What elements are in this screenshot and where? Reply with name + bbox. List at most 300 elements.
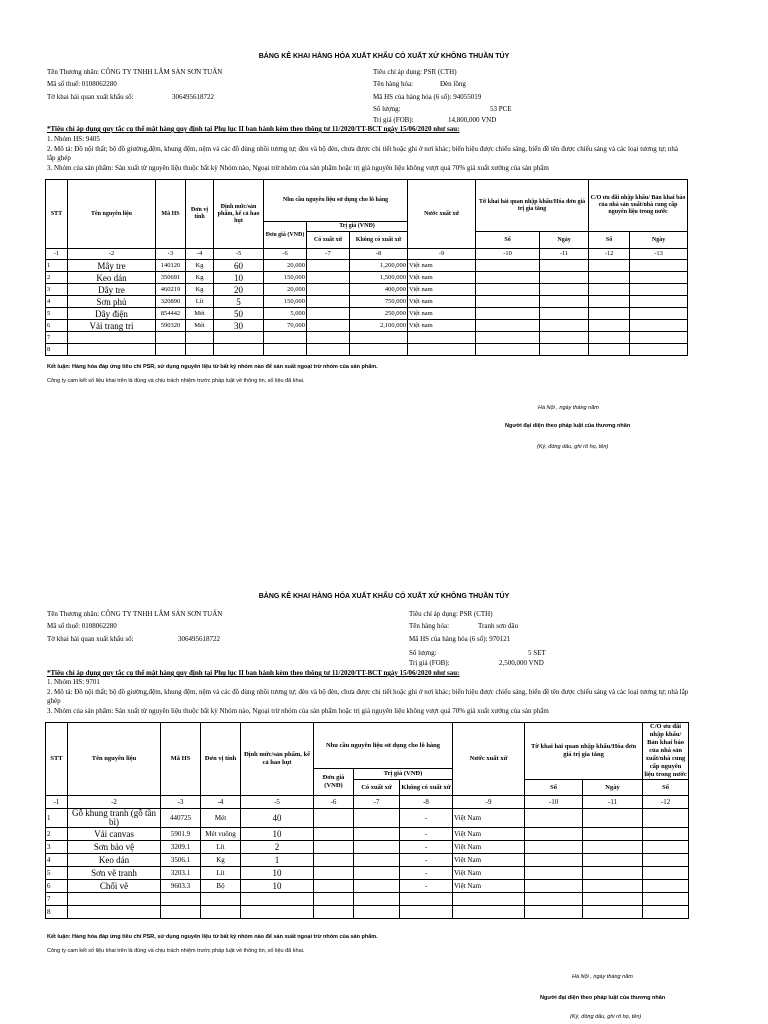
index-cell: -11: [540, 249, 589, 260]
cell-empty: [525, 841, 583, 854]
cell-country: [408, 332, 476, 344]
cell-stt: 5: [46, 867, 68, 880]
doc2-conclusion: Kết luận: Hàng hóa đáp ứng tiêu chí PSR, sử dụng nguyên liệu từ bất kỳ nhóm nào để sản xuất ngoại trừ nhóm của sản phẩm.: [47, 934, 378, 940]
header-co: C/O ưu đãi nhập khẩu/ Bản khai báo của nhà sản xuất/nhà cung cấp nguyên liệu trong nước: [589, 180, 688, 232]
cell-unit-price: [264, 344, 307, 356]
cell-country: Việt Nam: [453, 867, 525, 880]
index-cell: -2: [68, 249, 156, 260]
doc1-fob-label: Trị giá (FOB):: [373, 116, 414, 124]
cell-empty: [589, 296, 630, 308]
cell-empty: [630, 284, 688, 296]
cell-unit-price: 70,000: [264, 320, 307, 332]
doc2-signer: Người đại diện theo pháp luật của thương nhân: [540, 995, 666, 1001]
cell-material-name: Mây tre: [68, 260, 156, 272]
header-co-date: Ngày: [630, 232, 688, 249]
table-row: [46, 906, 689, 919]
cell-country: Việt Nam: [453, 841, 525, 854]
cell-stt: 7: [46, 332, 68, 344]
doc1-conclusion: Kết luận: Hàng hóa đáp ứng tiêu chí PSR, sử dụng nguyên liệu từ bất kỳ nhóm nào để sản xuất ngoại trừ nhóm của sản phẩm.: [47, 364, 378, 370]
cell-stt: 1: [46, 809, 68, 828]
table-row: [46, 854, 689, 867]
cell-stt: 2: [46, 828, 68, 841]
cell-hs: 320890: [156, 296, 186, 308]
cell-with-origin: [307, 272, 350, 284]
index-row: [46, 249, 688, 260]
index-cell: -8: [350, 249, 408, 260]
cell-empty: [540, 296, 589, 308]
cell-without-origin: [400, 906, 453, 919]
index-cell: -11: [583, 796, 643, 809]
doc1-goods-label: Tên hàng hóa:: [373, 80, 414, 88]
cell-unit: Kg: [201, 854, 241, 867]
cell-unit-price: [264, 332, 307, 344]
doc2-goods-hs: Mã HS của hàng hóa (6 số): 970121: [409, 635, 511, 643]
cell-material-name: [68, 344, 156, 356]
doc1-criterion: Tiêu chí áp dụng: PSR (CTH): [373, 68, 457, 76]
header-unit-price: Đơn giá (VNĐ): [314, 769, 354, 796]
cell-norm: 2: [241, 841, 314, 854]
cell-norm: [241, 906, 314, 919]
table-row: [46, 272, 688, 284]
header-norm: Định mức/sản phẩm, kể cả hao hụt: [214, 180, 264, 249]
doc1-note-group: 3. Nhóm của sản phẩm: Sản xuất từ nguyên liệu thuộc bất kỳ Nhóm nào, Ngoại trừ nhóm của sản phẩm hoặc trị giá nguyên liệu không vượt quá 70% giá xuất xưởng của sản phẩm: [47, 164, 549, 172]
cell-country: Việt nam: [408, 296, 476, 308]
index-cell: -10: [525, 796, 583, 809]
index-cell: -7: [354, 796, 400, 809]
cell-norm: 50: [214, 308, 264, 320]
doc2-merchant: Tên Thương nhân: CÔNG TY TNHH LÂM SẢN SƠN TUẤN: [47, 610, 223, 618]
header-material: Tên nguyên liệu: [68, 180, 156, 249]
cell-without-origin: -: [400, 809, 453, 828]
cell-norm: 10: [214, 272, 264, 284]
cell-with-origin: [354, 828, 400, 841]
header-country: Nước xuất xứ: [453, 723, 525, 796]
index-cell: -1: [46, 796, 68, 809]
cell-empty: [589, 332, 630, 344]
cell-unit: Kg: [186, 272, 214, 284]
doc2-declaration-no: 306495618722: [178, 635, 220, 643]
table-row: [46, 867, 689, 880]
index-cell: -9: [408, 249, 476, 260]
doc1-goods-hs: Mã HS của hàng hóa (6 số): 94055019: [373, 93, 482, 101]
cell-empty: [589, 260, 630, 272]
cell-hs: [156, 332, 186, 344]
cell-norm: 10: [241, 828, 314, 841]
cell-empty: [583, 854, 643, 867]
cell-empty: [525, 854, 583, 867]
cell-with-origin: [354, 906, 400, 919]
cell-material-name: Keo dán: [68, 272, 156, 284]
cell-hs: 9603.3: [161, 880, 201, 893]
cell-norm: [241, 893, 314, 906]
index-cell: -4: [201, 796, 241, 809]
header-unit: Đơn vị tính: [201, 723, 241, 796]
doc2-qty-label: Số lượng:: [409, 649, 437, 657]
cell-hs: 140120: [156, 260, 186, 272]
header-hs: Mã HS: [156, 180, 186, 249]
cell-unit-price: [314, 841, 354, 854]
cell-unit: Mét: [186, 308, 214, 320]
cell-country: Việt Nam: [453, 828, 525, 841]
cell-empty: [583, 841, 643, 854]
cell-unit: Mét vuông: [201, 828, 241, 841]
doc2-title: BẢNG KÊ KHAI HÀNG HÓA XUẤT KHẨU CÓ XUẤT XỨ KHÔNG THUẦN TÚY: [258, 593, 510, 600]
cell-unit: Kg: [186, 260, 214, 272]
cell-hs: 590320: [156, 320, 186, 332]
cell-empty: [525, 906, 583, 919]
header-without-origin: Không có xuất xứ: [400, 780, 453, 796]
cell-hs: 5901.9: [161, 828, 201, 841]
cell-country: [408, 344, 476, 356]
header-material: Tên nguyên liệu: [68, 723, 161, 796]
table-row: [46, 260, 688, 272]
doc2-note-heading: *Tiêu chí áp dụng quy tắc cụ thể mặt hàng quy định tại Phụ lục II ban hành kèm theo thông tư 11/2020/TT-BCT ngày 15/06/2020 như sau:: [47, 669, 460, 677]
cell-empty: [476, 344, 540, 356]
cell-empty: [583, 906, 643, 919]
cell-stt: 5: [46, 308, 68, 320]
cell-empty: [540, 272, 589, 284]
cell-with-origin: [307, 344, 350, 356]
doc1-qty-value: 53 PCE: [490, 105, 512, 113]
cell-hs: [161, 893, 201, 906]
cell-with-origin: [307, 308, 350, 320]
cell-empty: [525, 809, 583, 828]
table-row: [46, 828, 689, 841]
cell-empty: [540, 332, 589, 344]
index-cell: -10: [476, 249, 540, 260]
cell-empty: [630, 332, 688, 344]
cell-empty: [476, 308, 540, 320]
cell-empty: [540, 344, 589, 356]
cell-stt: 6: [46, 320, 68, 332]
header-stt: STT: [46, 723, 68, 796]
cell-unit-price: [314, 880, 354, 893]
cell-empty: [476, 272, 540, 284]
index-cell: -12: [643, 796, 689, 809]
header-norm: Định mức/sản phẩm, kể cả hao hụt: [241, 723, 314, 796]
doc2-place-date: Hà Nội , ngày tháng năm: [572, 974, 633, 980]
cell-empty: [643, 893, 689, 906]
cell-empty: [630, 308, 688, 320]
header-decl-no: Số: [476, 232, 540, 249]
cell-material-name: Sơn phủ: [68, 296, 156, 308]
cell-unit-price: [314, 809, 354, 828]
doc1-materials-table: [45, 179, 688, 356]
cell-material-name: Dây tre: [68, 284, 156, 296]
cell-empty: [540, 260, 589, 272]
cell-material-name: Dây điện: [68, 308, 156, 320]
cell-empty: [583, 880, 643, 893]
cell-stt: 1: [46, 260, 68, 272]
cell-material-name: [68, 893, 161, 906]
cell-material-name: Sơn bảo vệ: [68, 841, 161, 854]
cell-stt: 6: [46, 880, 68, 893]
cell-empty: [540, 284, 589, 296]
table-row: [46, 344, 688, 356]
cell-with-origin: [354, 841, 400, 854]
table-row: [46, 284, 688, 296]
cell-hs: 3203.1: [161, 867, 201, 880]
header-decl-date: Ngày: [583, 780, 643, 796]
doc2-note-hs: 1. Nhóm HS: 9701: [47, 678, 100, 686]
cell-without-origin: -: [400, 867, 453, 880]
cell-unit: [186, 332, 214, 344]
cell-unit-price: 20,000: [264, 284, 307, 296]
header-hs: Mã HS: [161, 723, 201, 796]
doc1-fob-value: 14,800,000 VND: [448, 116, 497, 124]
table-row: [46, 841, 689, 854]
cell-without-origin: 400,000: [350, 284, 408, 296]
cell-unit: Lít: [186, 296, 214, 308]
cell-norm: [214, 332, 264, 344]
cell-with-origin: [354, 880, 400, 893]
header-without-origin: Không có xuất xứ: [350, 232, 408, 249]
doc1-commitment: Công ty cam kết số liệu khai trên là đúng và chịu trách nhiệm trước pháp luật về thông tin, số liệu đã khai.: [47, 378, 305, 384]
cell-empty: [476, 332, 540, 344]
cell-empty: [643, 867, 689, 880]
cell-unit: Mét: [201, 809, 241, 828]
doc1-title: BẢNG KÊ KHAI HÀNG HÓA XUẤT KHẨU CÓ XUẤT XỨ KHÔNG THUẦN TÚY: [258, 53, 510, 60]
cell-with-origin: [307, 332, 350, 344]
cell-empty: [583, 809, 643, 828]
cell-empty: [630, 296, 688, 308]
cell-without-origin: 250,000: [350, 308, 408, 320]
cell-norm: 10: [241, 880, 314, 893]
doc1-note-heading: *Tiêu chí áp dụng quy tắc cụ thể mặt hàng quy định tại Phụ lục II ban hành kèm theo thông tư 11/2020/TT-BCT ngày 15/06/2020 như sau:: [47, 125, 460, 133]
index-cell: -12: [589, 249, 630, 260]
header-value: Trị giá (VNĐ): [354, 769, 453, 780]
doc1-note-description: 2. Mô tả: Đồ nội thất; bộ đồ giường,đệm, khung đệm, nệm và các đồ dùng nhồi tương tự; đèn và bộ đèn, chưa được chi tiết hoặc ghi ở nơi khác; biển hiệu được chiếu sáng, biển đề tên được chiếu sáng và các loại tương tự; nhà lắp ghép: [47, 145, 678, 162]
doc1-qty-label: Số lượng:: [373, 105, 401, 113]
cell-empty: [525, 828, 583, 841]
cell-material-name: Chổi vẽ: [68, 880, 161, 893]
cell-norm: 60: [214, 260, 264, 272]
cell-material-name: Sơn vẽ tranh: [68, 867, 161, 880]
cell-without-origin: -: [400, 841, 453, 854]
doc2-note-group: 3. Nhóm của sản phẩm: Sản xuất từ nguyên liệu thuộc bất kỳ Nhóm nào, Ngoại trừ nhóm của sản phẩm hoặc trị giá nguyên liệu không vượt quá 70% giá xuất xưởng của sản phẩm: [47, 707, 549, 715]
cell-hs: 854442: [156, 308, 186, 320]
cell-with-origin: [307, 260, 350, 272]
cell-empty: [643, 906, 689, 919]
cell-unit: [201, 906, 241, 919]
cell-empty: [630, 320, 688, 332]
doc2-criterion: Tiêu chí áp dụng: PSR (CTH): [409, 610, 493, 618]
cell-empty: [630, 344, 688, 356]
cell-norm: 10: [241, 867, 314, 880]
cell-empty: [540, 308, 589, 320]
header-unit-price: Đơn giá (VNĐ): [264, 222, 307, 249]
doc2-material-rows: [46, 809, 689, 919]
header-demand: Nhu cầu nguyên liệu sử dụng cho lô hàng: [264, 180, 408, 222]
cell-without-origin: 1,200,000: [350, 260, 408, 272]
cell-norm: 1: [241, 854, 314, 867]
cell-norm: [214, 344, 264, 356]
cell-without-origin: [350, 344, 408, 356]
cell-empty: [630, 260, 688, 272]
cell-country: Việt nam: [408, 284, 476, 296]
cell-empty: [630, 272, 688, 284]
cell-empty: [540, 320, 589, 332]
cell-hs: 350691: [156, 272, 186, 284]
cell-with-origin: [354, 854, 400, 867]
table-row: [46, 320, 688, 332]
header-with-origin: Có xuất xứ: [354, 780, 400, 796]
cell-material-name: Vải canvas: [68, 828, 161, 841]
cell-stt: 2: [46, 272, 68, 284]
cell-empty: [589, 344, 630, 356]
cell-empty: [589, 308, 630, 320]
cell-with-origin: [307, 320, 350, 332]
header-co-no: Số: [643, 780, 689, 796]
cell-empty: [643, 854, 689, 867]
table-row: [46, 809, 689, 828]
cell-norm: 30: [214, 320, 264, 332]
cell-country: Việt Nam: [453, 880, 525, 893]
cell-unit: Lít: [201, 841, 241, 854]
cell-stt: 8: [46, 344, 68, 356]
cell-material-name: Vải trang trí: [68, 320, 156, 332]
cell-unit: Kg: [186, 284, 214, 296]
cell-unit-price: [314, 893, 354, 906]
header-decl-date: Ngày: [540, 232, 589, 249]
doc1-declaration-label: Tờ khai hải quan xuất khẩu số:: [47, 93, 134, 101]
cell-empty: [525, 867, 583, 880]
cell-empty: [643, 828, 689, 841]
cell-empty: [476, 260, 540, 272]
cell-without-origin: 2,100,000: [350, 320, 408, 332]
cell-unit-price: [314, 867, 354, 880]
cell-stt: 4: [46, 854, 68, 867]
doc1-signer: Người đại diện theo pháp luật của thương nhân: [505, 423, 631, 429]
cell-empty: [643, 809, 689, 828]
cell-empty: [476, 320, 540, 332]
cell-empty: [525, 893, 583, 906]
index-cell: -8: [400, 796, 453, 809]
doc2-tax-code: Mã số thuế: 0108062280: [47, 622, 117, 630]
index-cell: -3: [161, 796, 201, 809]
cell-unit: [201, 893, 241, 906]
index-cell: -5: [241, 796, 314, 809]
header-co: C/O ưu đãi nhập khẩu/ Bản khai báo của nhà sản xuất/nhà cung cấp nguyên liệu trong nước: [644, 723, 687, 778]
table-row: [46, 893, 689, 906]
cell-hs: 460219: [156, 284, 186, 296]
cell-empty: [583, 828, 643, 841]
cell-material-name: Keo dán: [68, 854, 161, 867]
cell-hs: 3506.1: [161, 854, 201, 867]
cell-country: [453, 906, 525, 919]
index-cell: -7: [307, 249, 350, 260]
cell-hs: 3209.1: [161, 841, 201, 854]
index-cell: -5: [214, 249, 264, 260]
doc2-fob-value: 2,500,000 VND: [499, 659, 544, 667]
cell-unit: Bộ: [201, 880, 241, 893]
cell-with-origin: [354, 893, 400, 906]
table-row: [46, 880, 689, 893]
doc1-tax-code: Mã số thuế: 0108062280: [47, 80, 117, 88]
cell-empty: [589, 284, 630, 296]
cell-unit-price: [314, 854, 354, 867]
doc2-goods-name: Tranh sơn dầu: [478, 622, 519, 630]
cell-stt: 4: [46, 296, 68, 308]
cell-hs: [161, 906, 201, 919]
cell-with-origin: [354, 809, 400, 828]
cell-unit-price: 5,000: [264, 308, 307, 320]
cell-unit-price: 150,000: [264, 296, 307, 308]
cell-empty: [525, 880, 583, 893]
cell-norm: 5: [214, 296, 264, 308]
cell-empty: [589, 320, 630, 332]
cell-country: Việt Nam: [453, 809, 525, 828]
header-demand: Nhu cầu nguyên liệu sử dụng cho lô hàng: [314, 723, 453, 769]
table-row: [46, 296, 688, 308]
doc2-materials-table: [45, 722, 689, 919]
cell-country: Việt nam: [408, 308, 476, 320]
doc2-fob-label: Trị giá (FOB):: [409, 659, 450, 667]
doc1-declaration-no: 306495618722: [172, 93, 214, 101]
cell-without-origin: 750,000: [350, 296, 408, 308]
header-value: Trị giá (VNĐ): [307, 222, 408, 232]
doc2-qty-value: 5 SET: [528, 649, 546, 657]
doc1-place-date: Hà Nội , ngày tháng năm: [538, 405, 599, 411]
cell-country: Việt nam: [408, 260, 476, 272]
doc1-note-hs: 1. Nhóm HS: 9405: [47, 135, 100, 143]
cell-material-name: [68, 906, 161, 919]
cell-without-origin: [400, 893, 453, 906]
cell-empty: [643, 880, 689, 893]
doc2-goods-label: Tên hàng hóa:: [409, 622, 450, 630]
index-row: [46, 796, 689, 809]
header-with-origin: Có xuất xứ: [307, 232, 350, 249]
cell-country: [453, 893, 525, 906]
cell-without-origin: -: [400, 880, 453, 893]
cell-without-origin: -: [400, 854, 453, 867]
cell-with-origin: [354, 867, 400, 880]
index-cell: -4: [186, 249, 214, 260]
doc2-sign-note: (Ký, đóng dấu, ghi rõ họ, tên): [570, 1014, 642, 1020]
cell-hs: [156, 344, 186, 356]
cell-unit: Lít: [201, 867, 241, 880]
cell-hs: 440725: [161, 809, 201, 828]
header-stt: STT: [46, 180, 68, 249]
cell-stt: 7: [46, 893, 68, 906]
table-row: [46, 308, 688, 320]
index-cell: -1: [46, 249, 68, 260]
cell-stt: 3: [46, 841, 68, 854]
cell-unit-price: 20,000: [264, 260, 307, 272]
table-row: [46, 332, 688, 344]
header-decl-no: Số: [525, 780, 583, 796]
doc1-goods-name: Đèn lồng: [440, 80, 466, 88]
cell-norm: 40: [241, 809, 314, 828]
cell-unit: [186, 344, 214, 356]
doc2-note-description: 2. Mô tả: Đồ nội thất; bộ đồ giường,đệm, khung đệm, nệm và các đồ dùng nhồi tương tự; đèn và bộ đèn, chưa được chi tiết hoặc ghi ở nơi khác; biển hiệu được chiếu sáng, biển đề tên được chiếu sáng và các loại tương tự; nhà lắp ghép: [47, 688, 689, 705]
index-cell: -9: [453, 796, 525, 809]
cell-without-origin: [350, 332, 408, 344]
cell-with-origin: [307, 296, 350, 308]
header-import-declaration: Tờ khai hải quan nhập khẩu/Hóa đơn giá trị gia tăng: [476, 180, 589, 232]
cell-unit: Mét: [186, 320, 214, 332]
doc1-material-rows: [46, 260, 688, 356]
cell-material-name: [68, 332, 156, 344]
header-country: Nước xuất xứ: [408, 180, 476, 249]
cell-empty: [583, 867, 643, 880]
doc2-commitment: Công ty cam kết số liệu khai trên là đúng và chịu trách nhiệm trước pháp luật về thông tin, số liệu đã khai.: [47, 948, 305, 954]
cell-empty: [643, 841, 689, 854]
index-cell: -6: [314, 796, 354, 809]
doc2-declaration-label: Tờ khai hải quan xuất khẩu số:: [47, 635, 134, 643]
cell-without-origin: -: [400, 828, 453, 841]
cell-stt: 3: [46, 284, 68, 296]
